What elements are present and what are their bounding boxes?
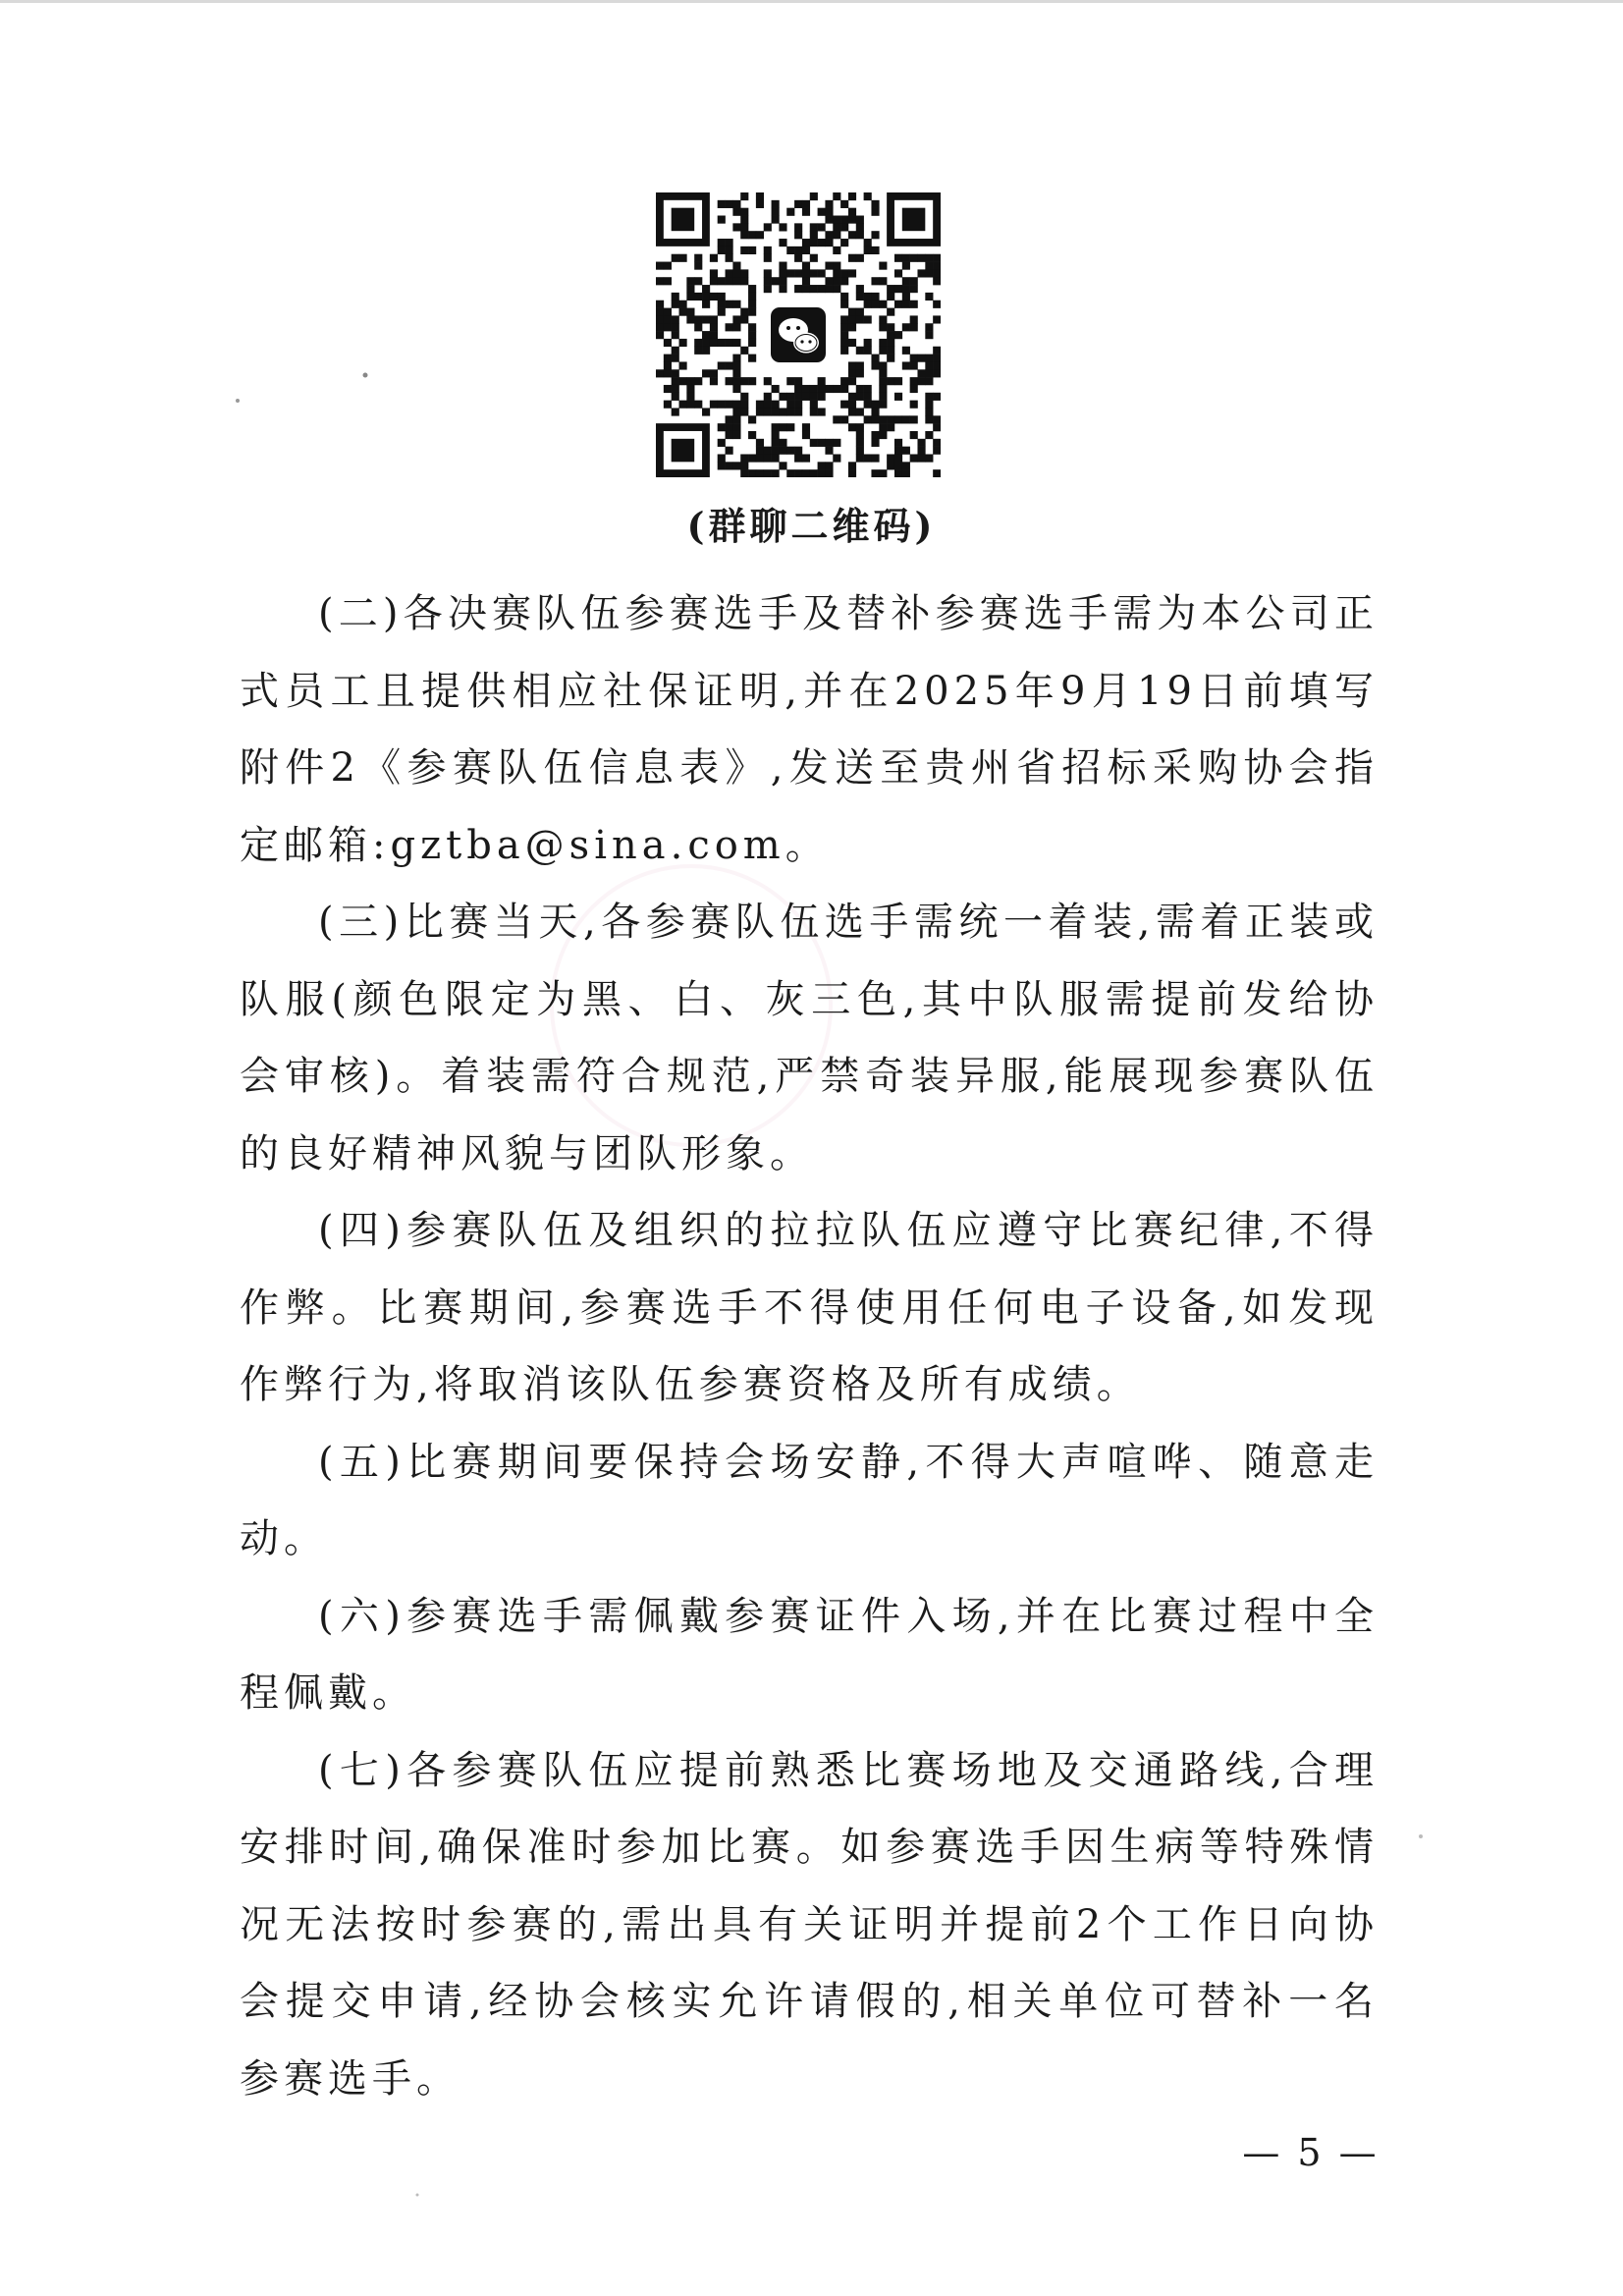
paragraph-3: (三)比赛当天,各参赛队伍选手需统一着装,需着正装或队服(颜色限定为黑、白、灰三色,其中队服需提前发给协会审核)。着装需符合规范,严禁奇装异服,能展现参赛队伍的良好精神风貌与团队形象。	[240, 900, 1379, 1176]
paragraph-4: (四)参赛队伍及组织的拉拉队伍应遵守比赛纪律,不得作弊。比赛期间,参赛选手不得使用任何电子设备,如发现作弊行为,将取消该队伍参赛资格及所有成绩。	[240, 1208, 1379, 1407]
scan-edge	[0, 0, 1623, 3]
qr-caption: (群聊二维码)	[686, 504, 937, 548]
paragraph-6: (六)参赛选手需佩戴参赛证件入场,并在比赛过程中全程佩戴。	[240, 1593, 1379, 1716]
paragraph-7: (七)各参赛队伍应提前熟悉比赛场地及交通路线,合理安排时间,确保准时参加比赛。如参赛选手因生病等特殊情况无法按时参赛的,需出具有关证明并提前2个工作日向协会提交申请,经协会核实允许请假的,相关单位可替补一名参赛选手。	[240, 1747, 1379, 2102]
paragraph-2: (二)各决赛队伍参赛选手及替补参赛选手需为本公司正式员工且提供相应社保证明,并在2025年9月19日前填写附件2《参赛队伍信息表》,发送至贵州省招标采购协会指定邮箱:gztba@sina.com。	[240, 591, 1379, 868]
body-text	[240, 575, 1379, 2117]
group-chat-qr-code	[656, 192, 941, 477]
page-number: — 5 —	[1242, 2131, 1380, 2174]
paragraph-5: (五)比赛期间要保持会场安静,不得大声喧哗、随意走动。	[240, 1439, 1379, 1561]
qr-code-image	[656, 192, 941, 477]
